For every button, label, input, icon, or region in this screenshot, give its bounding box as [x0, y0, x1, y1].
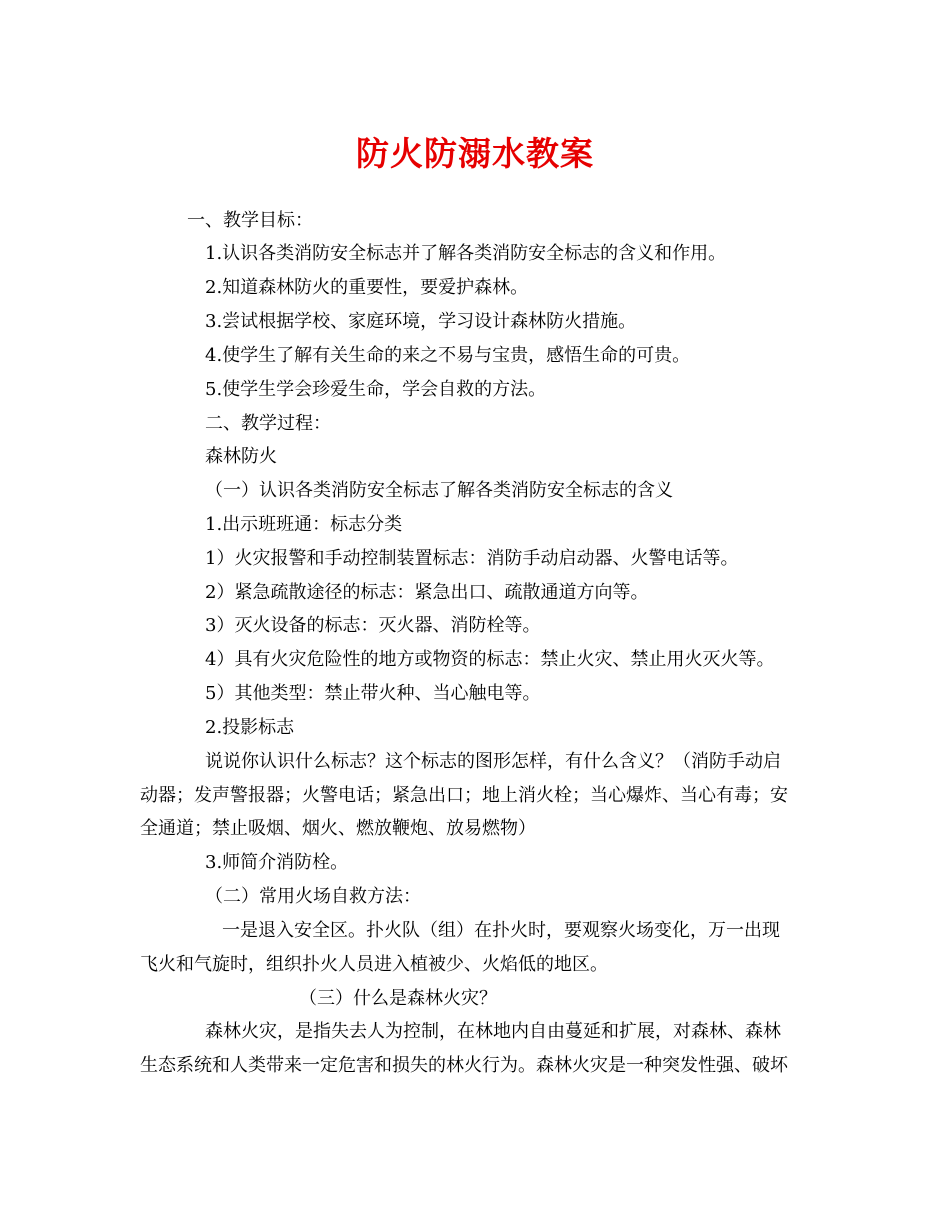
section-heading-process: 二、教学过程：: [205, 413, 331, 434]
document-title: 防火防溺水教案: [356, 134, 594, 173]
paragraph-line: 全通道；禁止吸烟、烟火、燃放鞭炮、放易燃物）: [140, 818, 536, 839]
objective-item: 3.尝试根据学校、家庭环境，学习设计森林防火措施。: [205, 311, 637, 332]
subsection-heading: （二）常用火场自救方法：: [205, 886, 421, 907]
objective-item: 5.使学生学会珍爱生命，学会自救的方法。: [205, 379, 547, 400]
objective-item: 2.知道森林防火的重要性，要爱护森林。: [205, 277, 529, 298]
objective-item: 4.使学生了解有关生命的来之不易与宝贵，感悟生命的可贵。: [205, 345, 691, 366]
section-heading-objectives: 一、教学目标：: [187, 210, 313, 231]
paragraph-line: 2.投影标志: [205, 717, 295, 738]
list-item: 2）紧急疏散途径的标志：紧急出口、疏散通道方向等。: [205, 582, 649, 603]
list-item: 4）具有火灾危险性的地方或物资的标志：禁止火灾、禁止用火灭火等。: [205, 649, 775, 670]
subsection-heading: 森林防火: [205, 446, 277, 467]
subsection-heading: （三）什么是森林火灾？: [299, 988, 497, 1009]
paragraph-line: 生态系统和人类带来一定危害和损失的林火行为。森林火灾是一种突发性强、破坏: [140, 1055, 788, 1076]
paragraph-line: 说说你认识什么标志？这个标志的图形怎样，有什么含义？（消防手动启: [205, 751, 781, 772]
paragraph-line: 一是退入安全区。扑火队（组）在扑火时，要观察火场变化，万一出现: [222, 920, 780, 941]
paragraph-line: 3.师简介消防栓。: [205, 852, 349, 873]
paragraph-line: 飞火和气旋时，组织扑火人员进入植被少、火焰低的地区。: [140, 954, 608, 975]
paragraph-line: 1.出示班班通：标志分类: [205, 514, 403, 535]
paragraph-line: 动器；发声警报器；火警电话；紧急出口；地上消火栓；当心爆炸、当心有毒；安: [140, 785, 788, 806]
subsection-heading: （一）认识各类消防安全标志了解各类消防安全标志的含义: [205, 480, 673, 501]
list-item: 5）其他类型：禁止带火种、当心触电等。: [205, 683, 541, 704]
objective-item: 1.认识各类消防安全标志并了解各类消防安全标志的含义和作用。: [205, 243, 727, 264]
list-item: 3）灭火设备的标志：灭火器、消防栓等。: [205, 615, 541, 636]
list-item: 1）火灾报警和手动控制装置标志：消防手动启动器、火警电话等。: [205, 548, 739, 569]
paragraph-line: 森林火灾，是指失去人为控制，在林地内自由蔓延和扩展，对森林、森林: [205, 1021, 781, 1042]
